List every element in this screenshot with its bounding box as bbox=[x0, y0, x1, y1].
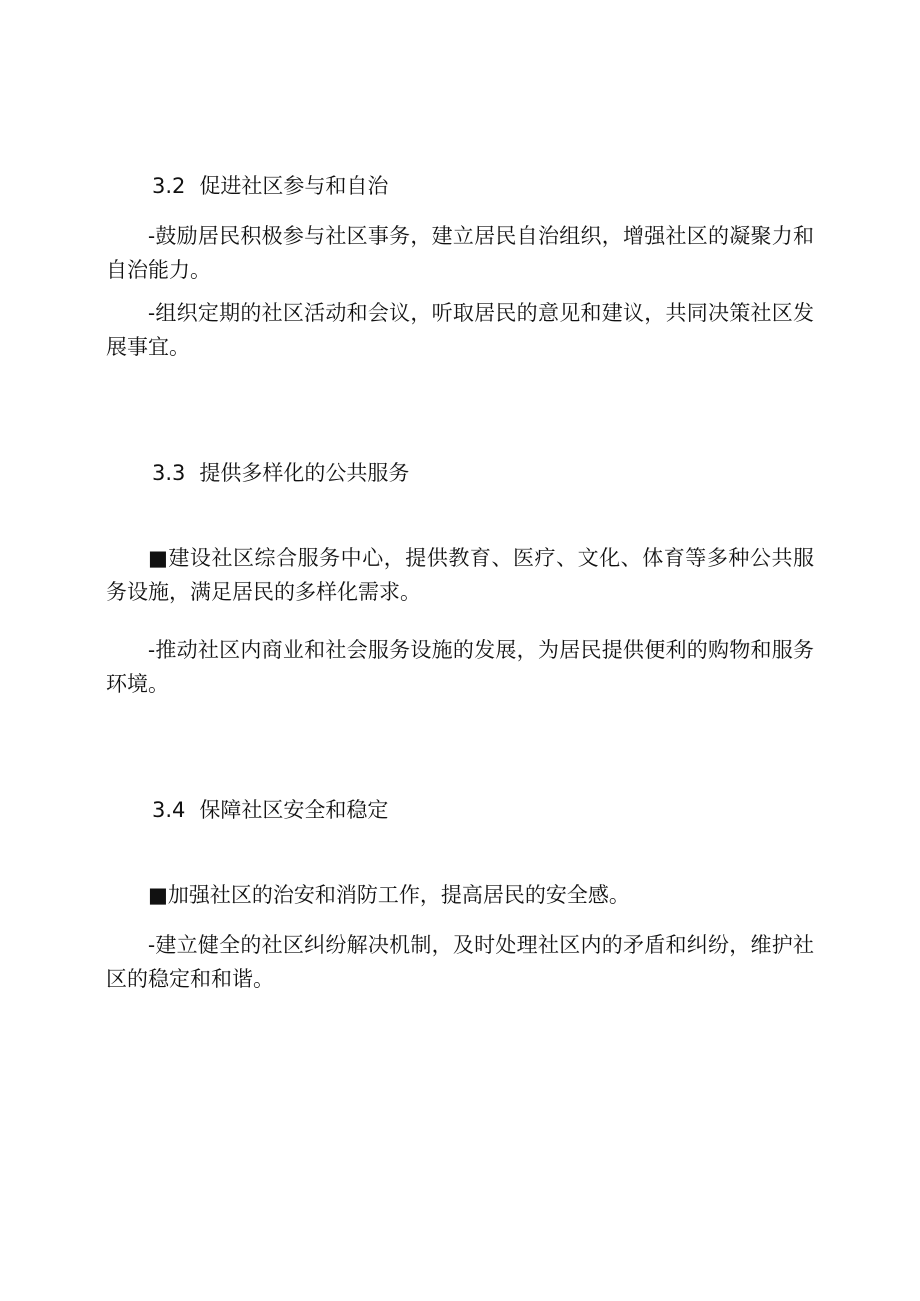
paragraph: ■建设社区综合服务中心，提供教育、医疗、文化、体育等多种公共服务设施，满足居民的多样化需求。 bbox=[106, 546, 814, 604]
section-number: 3.3 bbox=[152, 461, 186, 485]
section-heading-3-2 bbox=[152, 172, 388, 200]
section-heading-3-4 bbox=[152, 796, 388, 824]
section-number: 3.4 bbox=[152, 798, 186, 822]
section-number: 3.2 bbox=[152, 174, 186, 198]
section-heading-3-3 bbox=[152, 459, 409, 487]
section-title: 促进社区参与和自治 bbox=[199, 174, 389, 198]
paragraph: -组织定期的社区活动和会议，听取居民的意见和建议，共同决策社区发展事宜。 bbox=[106, 301, 814, 359]
section-title: 提供多样化的公共服务 bbox=[199, 461, 410, 485]
section-title: 保障社区安全和稳定 bbox=[199, 798, 389, 822]
paragraph: -推动社区内商业和社会服务设施的发展，为居民提供便利的购物和服务环境。 bbox=[106, 638, 814, 696]
paragraph: ■加强社区的治安和消防工作，提高居民的安全感。 bbox=[148, 883, 630, 907]
paragraph: -鼓励居民积极参与社区事务，建立居民自治组织，增强社区的凝聚力和自治能力。 bbox=[106, 224, 814, 282]
paragraph: -建立健全的社区纠纷解决机制，及时处理社区内的矛盾和纠纷，维护社区的稳定和和谐。 bbox=[106, 933, 814, 991]
